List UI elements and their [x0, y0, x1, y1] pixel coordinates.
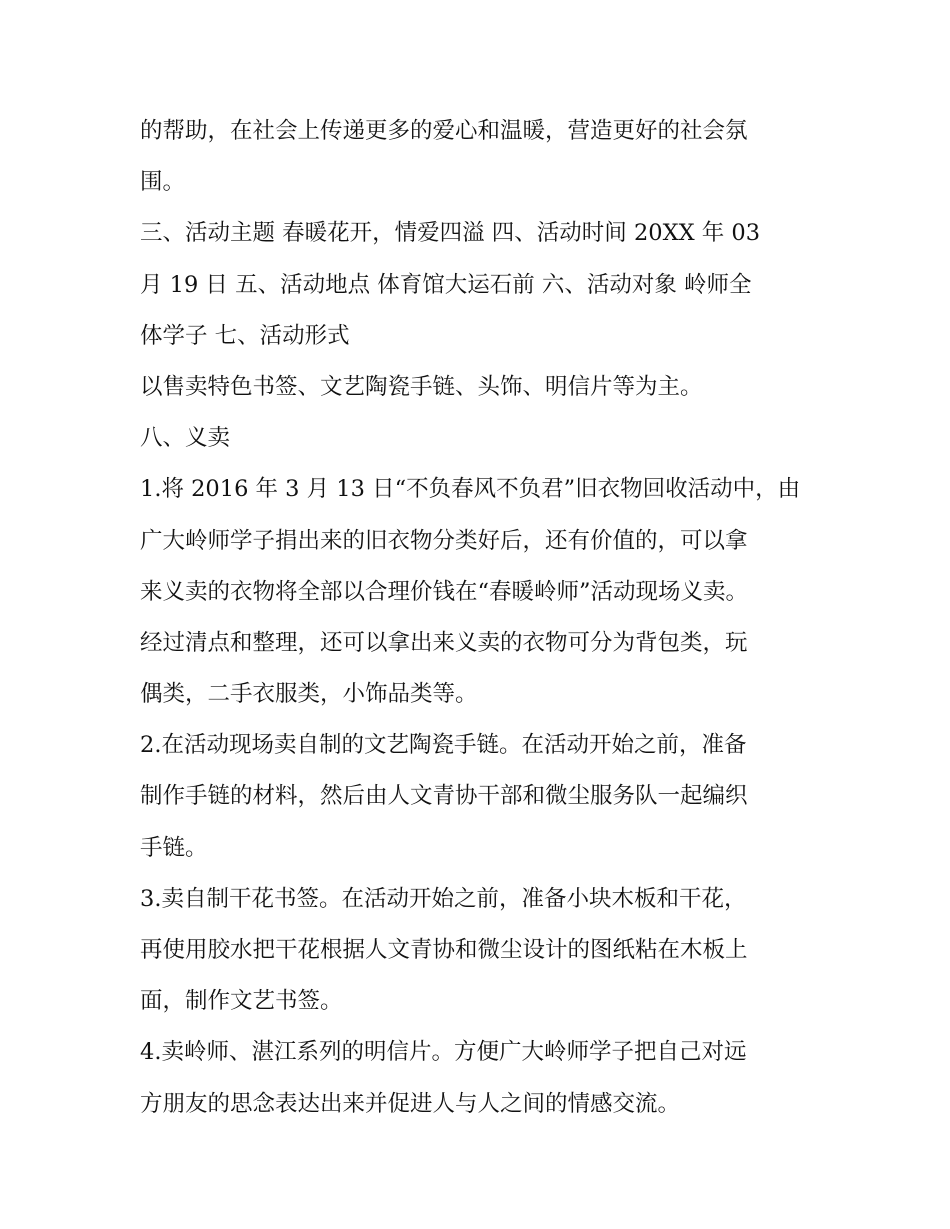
- text-line: 三、活动主题 春暖花开，情爱四溢 四、活动时间 20XX 年 03: [140, 220, 761, 247]
- text-line: 面，制作文艺书签。: [140, 988, 343, 1015]
- text-line: 制作手链的材料，然后由人文青协干部和微尘服务队一起编织: [140, 783, 748, 810]
- text-line: 4.卖岭师、湛江系列的明信片。方便广大岭师学子把自己对远: [140, 1039, 747, 1066]
- text-line: 的帮助，在社会上传递更多的爱心和温暖，营造更好的社会氛: [140, 118, 748, 144]
- text-line: 来义卖的衣物将全部以合理价钱在“春暖岭师”活动现场义卖。: [140, 578, 749, 605]
- text-line: 方朋友的思念表达出来并促进人与人之间的情感交流。: [140, 1090, 681, 1117]
- text-line: 2.在活动现场卖自制的文艺陶瓷手链。在活动开始之前，准备: [140, 732, 747, 759]
- text-line: 1.将 2016 年 3 月 13 日“不负春风不负君”旧衣物回收活动中，由: [140, 476, 801, 503]
- text-line: 体学子 七、活动形式: [140, 322, 350, 349]
- document-body: [140, 106, 820, 1130]
- section-heading: 八、义卖: [140, 425, 231, 452]
- text-line: 3.卖自制干花书签。在活动开始之前，准备小块木板和干花，: [140, 885, 747, 912]
- text-line: 广大岭师学子捐出来的旧衣物分类好后，还有价值的，可以拿: [140, 527, 748, 554]
- text-line: 围。: [140, 169, 186, 196]
- text-line: 经过清点和整理，还可以拿出来义卖的衣物可分为背包类，玩: [140, 629, 748, 656]
- text-line: 再使用胶水把干花根据人文青协和微尘设计的图纸粘在木板上: [140, 937, 748, 963]
- text-line: 偶类，二手衣服类，小饰品类等。: [140, 681, 478, 708]
- text-line: 以售卖特色书签、文艺陶瓷手链、头饰、明信片等为主。: [140, 373, 703, 400]
- text-line: 月 19 日 五、活动地点 体育馆大运石前 六、活动对象 岭师全: [140, 271, 752, 298]
- text-line: 手链。: [140, 834, 208, 861]
